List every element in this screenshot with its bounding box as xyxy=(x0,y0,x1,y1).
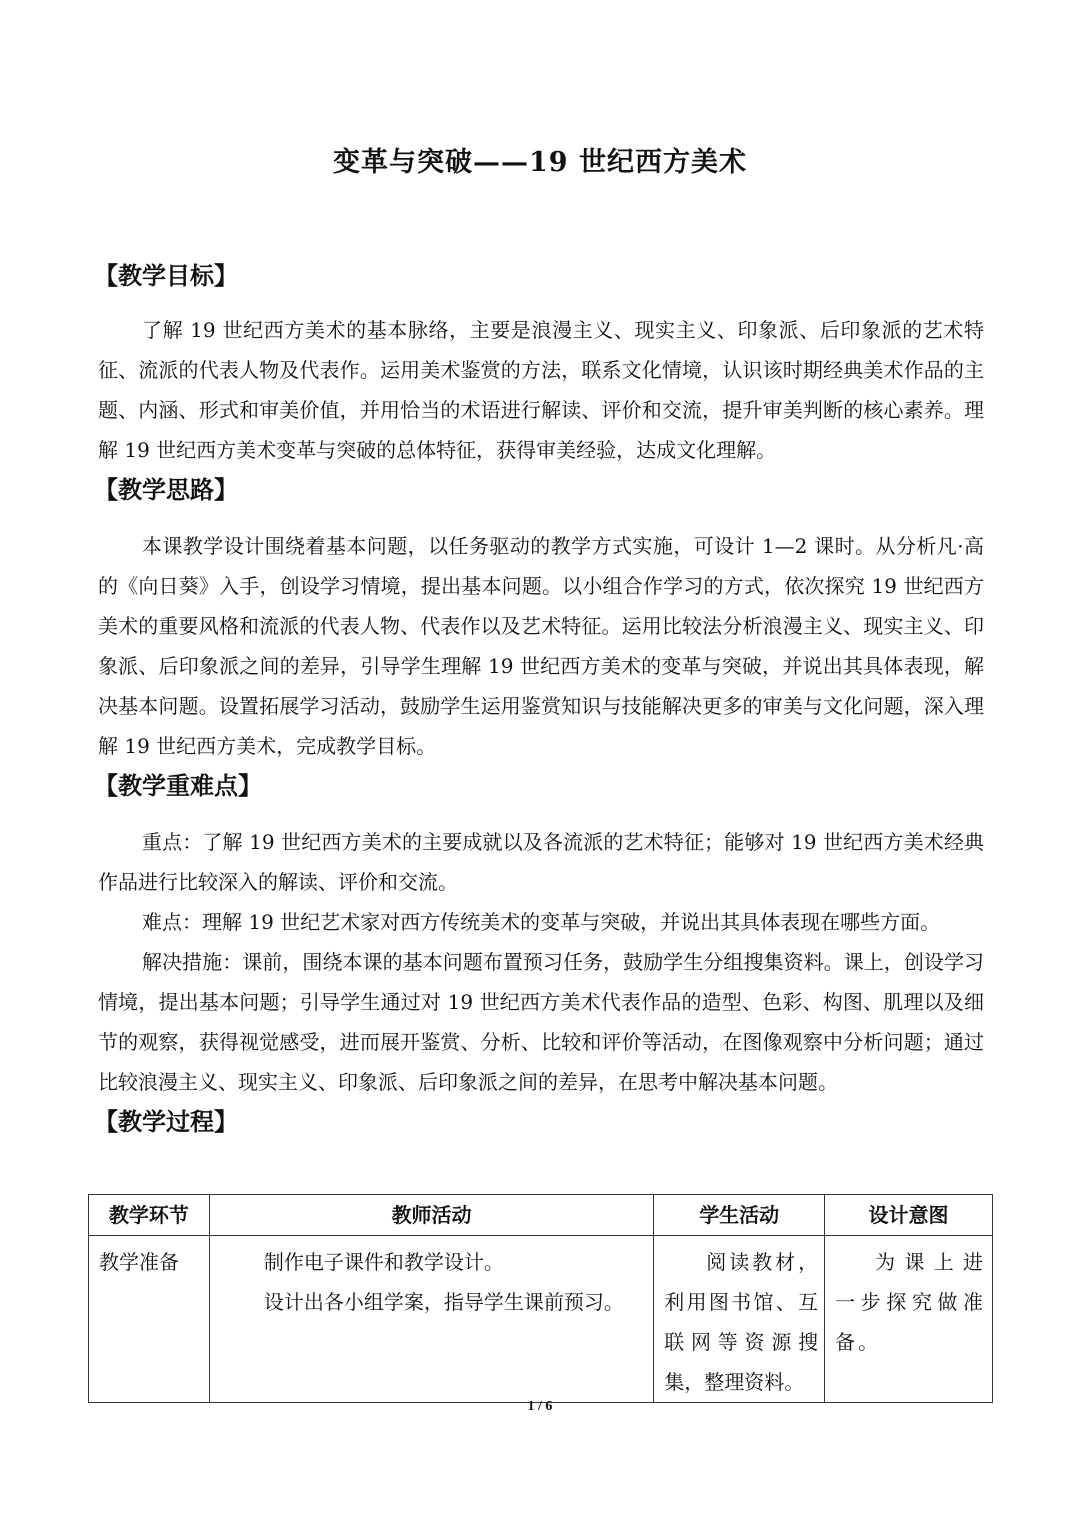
stage-text: 教学准备 xyxy=(99,1250,179,1274)
student-activity-cell xyxy=(654,1236,825,1403)
teacher-activity-line: 制作电子课件和教学设计。 xyxy=(263,1250,504,1274)
key-point-paragraph: 重点：了解 19 世纪西方美术的主要成就以及各流派的艺术特征；能够对 19 世纪西方美术经典作品进行比较深入的解读、评价和交流。 xyxy=(98,830,984,894)
solution-paragraph: 解决措施：课前，围绕本课的基本问题布置预习任务，鼓励学生分组搜集资料。课上，创设学习情境，提出基本问题；引导学生通过对 19 世纪西方美术代表作品的造型、色彩、构图、肌理以及细节的观察，获得视觉感受，进而展开鉴赏、分析、比较和评价等活动，在图像观察中分析问题；通过比较浪漫主义、现实主义、印象派、后印象派之间的差异，在思考中解决基本问题。 xyxy=(98,950,984,1094)
student-activity-text: 阅读教材，利用图书馆、互联网等资源搜集，整理资料。 xyxy=(664,1250,819,1394)
document-body xyxy=(94,256,984,1142)
approach-paragraph: 本课教学设计围绕着基本问题，以任务驱动的教学方式实施，可设计 1—2 课时。从分析凡·高的《向日葵》入手，创设学习情境，提出基本问题。以小组合作学习的方式，依次探究 19 世纪西方美术的重要风格和流派的代表人物、代表作以及艺术特征。运用比较法分析浪漫主义、现实主义、印象派、后印象派之间的差异，引导学生理解 19 世纪西方美术的变革与突破，并说出其具体表现，解决基本问题。设置拓展学习活动，鼓励学生运用鉴赏知识与技能解决更多的审美与文化问题，深入理解 19 世纪西方美术，完成教学目标。 xyxy=(98,534,984,758)
page-number: 1 / 6 xyxy=(527,1399,553,1414)
column-header-teacher: 教师活动 xyxy=(209,1195,653,1236)
section-heading-key-points: 【教学重难点】 xyxy=(94,771,262,800)
column-header-intent: 设计意图 xyxy=(825,1195,993,1236)
table-row xyxy=(89,1236,993,1403)
teacher-activity-cell xyxy=(209,1236,653,1403)
column-header-stage: 教学环节 xyxy=(89,1195,210,1236)
difficulty-paragraph: 难点：理解 19 世纪艺术家对西方传统美术的变革与突破，并说出其具体表现在哪些方面。 xyxy=(142,910,941,934)
table-header-row xyxy=(89,1195,993,1236)
section-heading-approach: 【教学思路】 xyxy=(94,475,238,504)
column-header-student: 学生活动 xyxy=(654,1195,825,1236)
teacher-activity-line: 设计出各小组学案，指导学生课前预习。 xyxy=(263,1290,624,1314)
design-intent-cell xyxy=(825,1236,993,1403)
section-heading-objectives: 【教学目标】 xyxy=(94,261,238,290)
document-title: 变革与突破——19 世纪西方美术 xyxy=(333,147,747,178)
objectives-paragraph: 了解 19 世纪西方美术的基本脉络，主要是浪漫主义、现实主义、印象派、后印象派的艺术特征、流派的代表人物及代表作。运用美术鉴赏的方法，联系文化情境，认识该时期经典美术作品的主题、内涵、形式和审美价值，并用恰当的术语进行解读、评价和交流，提升审美判断的核心素养。理解 19 世纪西方美术变革与突破的总体特征，获得审美经验，达成文化理解。 xyxy=(98,318,984,462)
design-intent-text: 为课上进一步探究做准备。 xyxy=(835,1250,986,1354)
section-heading-process: 【教学过程】 xyxy=(94,1107,238,1136)
teaching-process-table xyxy=(88,1194,993,1403)
stage-cell xyxy=(89,1236,210,1403)
